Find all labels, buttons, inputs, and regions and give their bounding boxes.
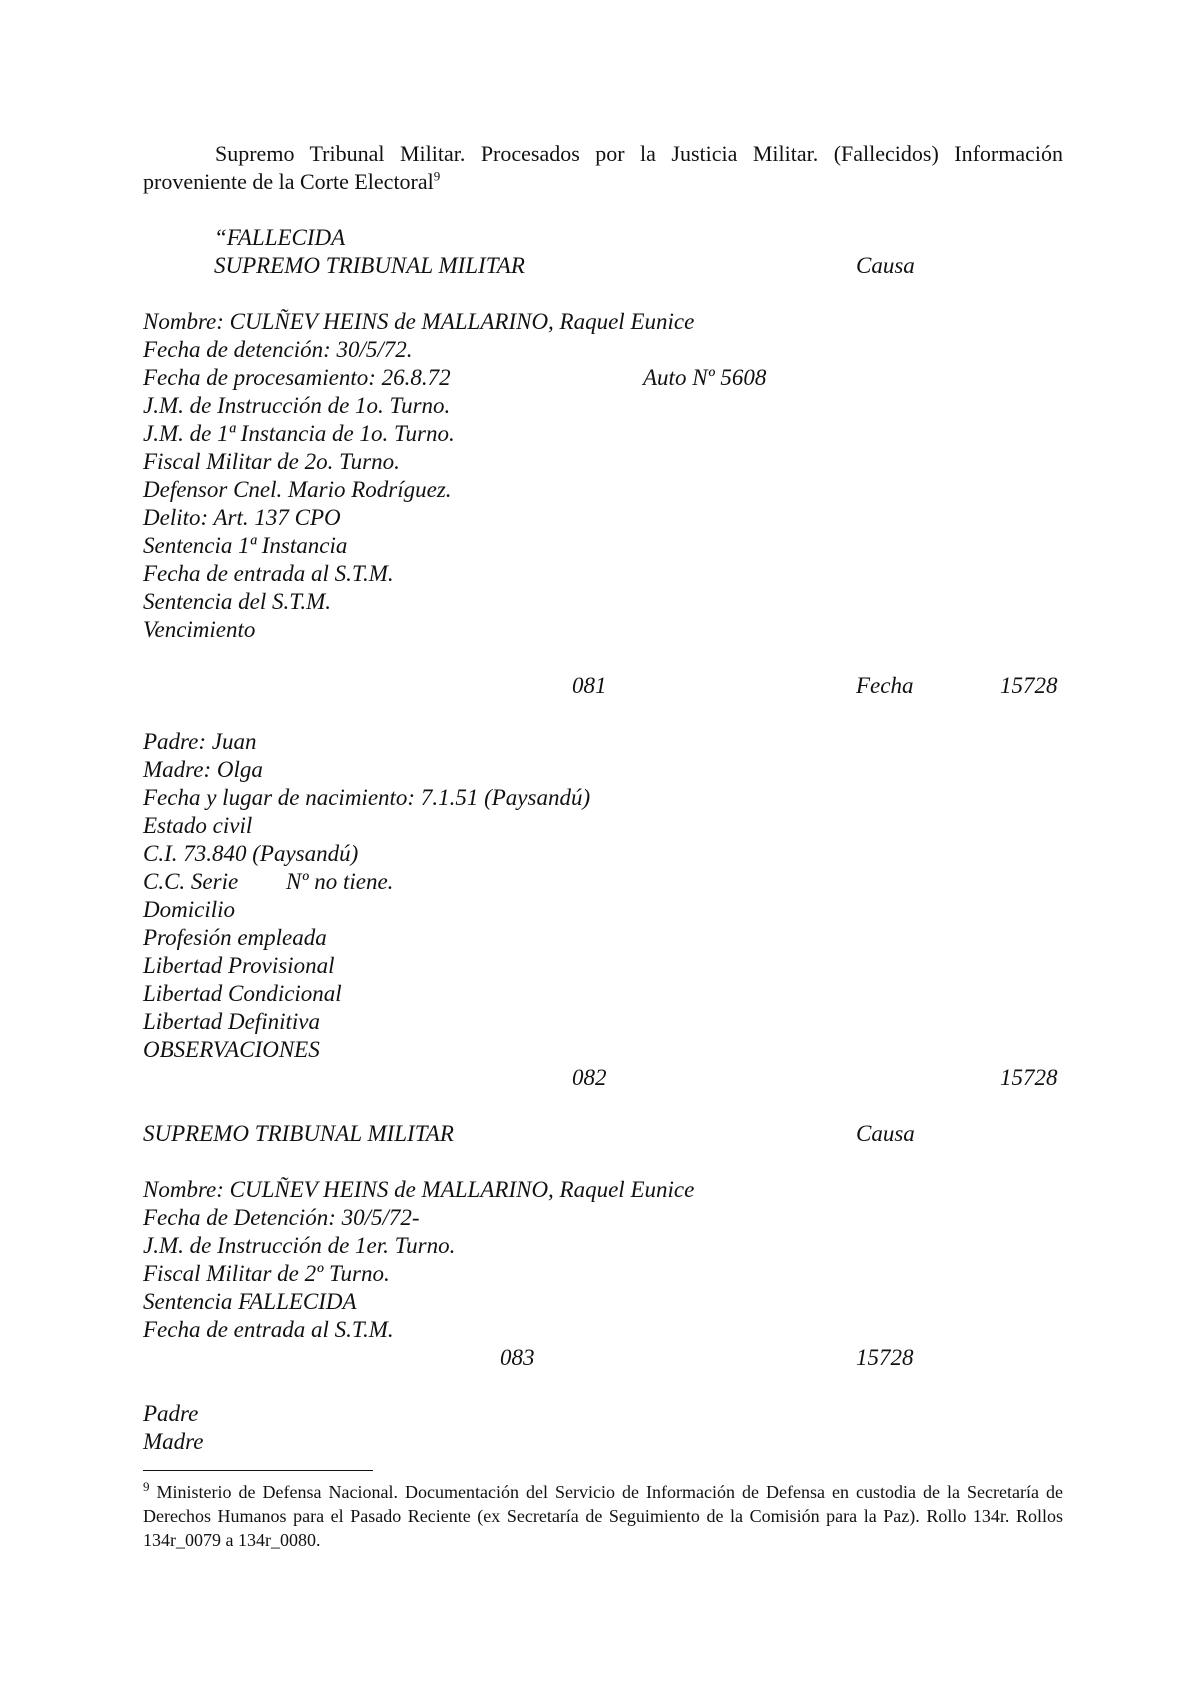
record-line: J.M. de Instrucción de 1er. Turno. [143, 1233, 456, 1258]
record-line: Fecha y lugar de nacimiento: 7.1.51 (Paysandú) [143, 785, 591, 810]
record-line: Vencimiento [143, 617, 256, 642]
record-line: Defensor Cnel. Mario Rodríguez. [143, 477, 452, 502]
intro-text: Supremo Tribunal Militar. Procesados por la Justicia Militar. (Fallecidos) Información proveniente de la Corte Electoral [143, 141, 1063, 194]
record-line: Padre [143, 1401, 199, 1426]
record-line: Madre: Olga [143, 757, 263, 782]
fecha-label: Fecha [856, 673, 914, 698]
record-line: Nombre: CULÑEV HEINS de MALLARINO, Raquel Eunice [143, 1177, 695, 1202]
roll-number: 15728 [1000, 1065, 1058, 1090]
record-line: J.M. de Instrucción de 1o. Turno. [143, 393, 451, 418]
record-line: Libertad Condicional [143, 981, 342, 1006]
record-line: Fecha de detención: 30/5/72. [143, 337, 413, 362]
record-line: J.M. de 1ª Instancia de 1o. Turno. [143, 421, 455, 446]
record-line: Fecha de Detención: 30/5/72- [143, 1205, 420, 1230]
record-line: Domicilio [143, 897, 235, 922]
page-number: 081 [572, 673, 607, 698]
record-line: C.I. 73.840 (Paysandú) [143, 841, 359, 866]
record-line: Sentencia FALLECIDA [143, 1289, 357, 1314]
page-number: 082 [572, 1065, 607, 1090]
roll-number: 15728 [1000, 673, 1058, 698]
footnote-text: Ministerio de Defensa Nacional. Documentación del Servicio de Información de Defensa en custodia de la Secretaría de Derechos Humanos para el Pasado Reciente (ex Secretaría de Seguimiento de la Comisión para la Paz). Rollo 134r. Rollos 134r_0079 a 134r_0080. [143, 1482, 1064, 1550]
record-line: Nombre: CULÑEV HEINS de MALLARINO, Raquel Eunice [143, 309, 695, 334]
record-line: Libertad Definitiva [143, 1009, 320, 1034]
record-line: Fiscal Militar de 2o. Turno. [143, 449, 400, 474]
record-line: Fiscal Militar de 2º Turno. [143, 1261, 390, 1286]
footnote [143, 1480, 1063, 1552]
heading-stm: SUPREMO TRIBUNAL MILITAR [143, 1121, 454, 1146]
record-line: Padre: Juan [143, 729, 257, 754]
page-number: 083 [500, 1345, 535, 1370]
cc-number: Nº no tiene. [286, 869, 394, 894]
record-line: C.C. Serie [143, 869, 239, 894]
record-line: Sentencia 1ª Instancia [143, 533, 348, 558]
record-line: Estado civil [143, 813, 253, 838]
footnote-divider [143, 1470, 373, 1471]
heading-fallecida: “FALLECIDA [214, 225, 346, 250]
record-line: Libertad Provisional [143, 953, 335, 978]
record-line: Sentencia del S.T.M. [143, 589, 331, 614]
record-line: Profesión empleada [143, 925, 327, 950]
record-line: Madre [143, 1429, 204, 1454]
footnote-ref: 9 [433, 168, 441, 184]
record-line: Fecha de procesamiento: 26.8.72 [143, 365, 451, 390]
causa-label: Causa [856, 1121, 915, 1146]
causa-label: Causa [856, 253, 915, 278]
record-line: Fecha de entrada al S.T.M. [143, 1317, 394, 1342]
intro-paragraph [143, 140, 1063, 196]
record-line: OBSERVACIONES [143, 1037, 320, 1062]
record-line: Delito: Art. 137 CPO [143, 505, 341, 530]
roll-number: 15728 [856, 1345, 914, 1370]
auto-number: Auto Nº 5608 [643, 365, 767, 390]
footnote-number: 9 [143, 1479, 150, 1494]
heading-stm: SUPREMO TRIBUNAL MILITAR [214, 253, 525, 278]
record-line: Fecha de entrada al S.T.M. [143, 561, 394, 586]
